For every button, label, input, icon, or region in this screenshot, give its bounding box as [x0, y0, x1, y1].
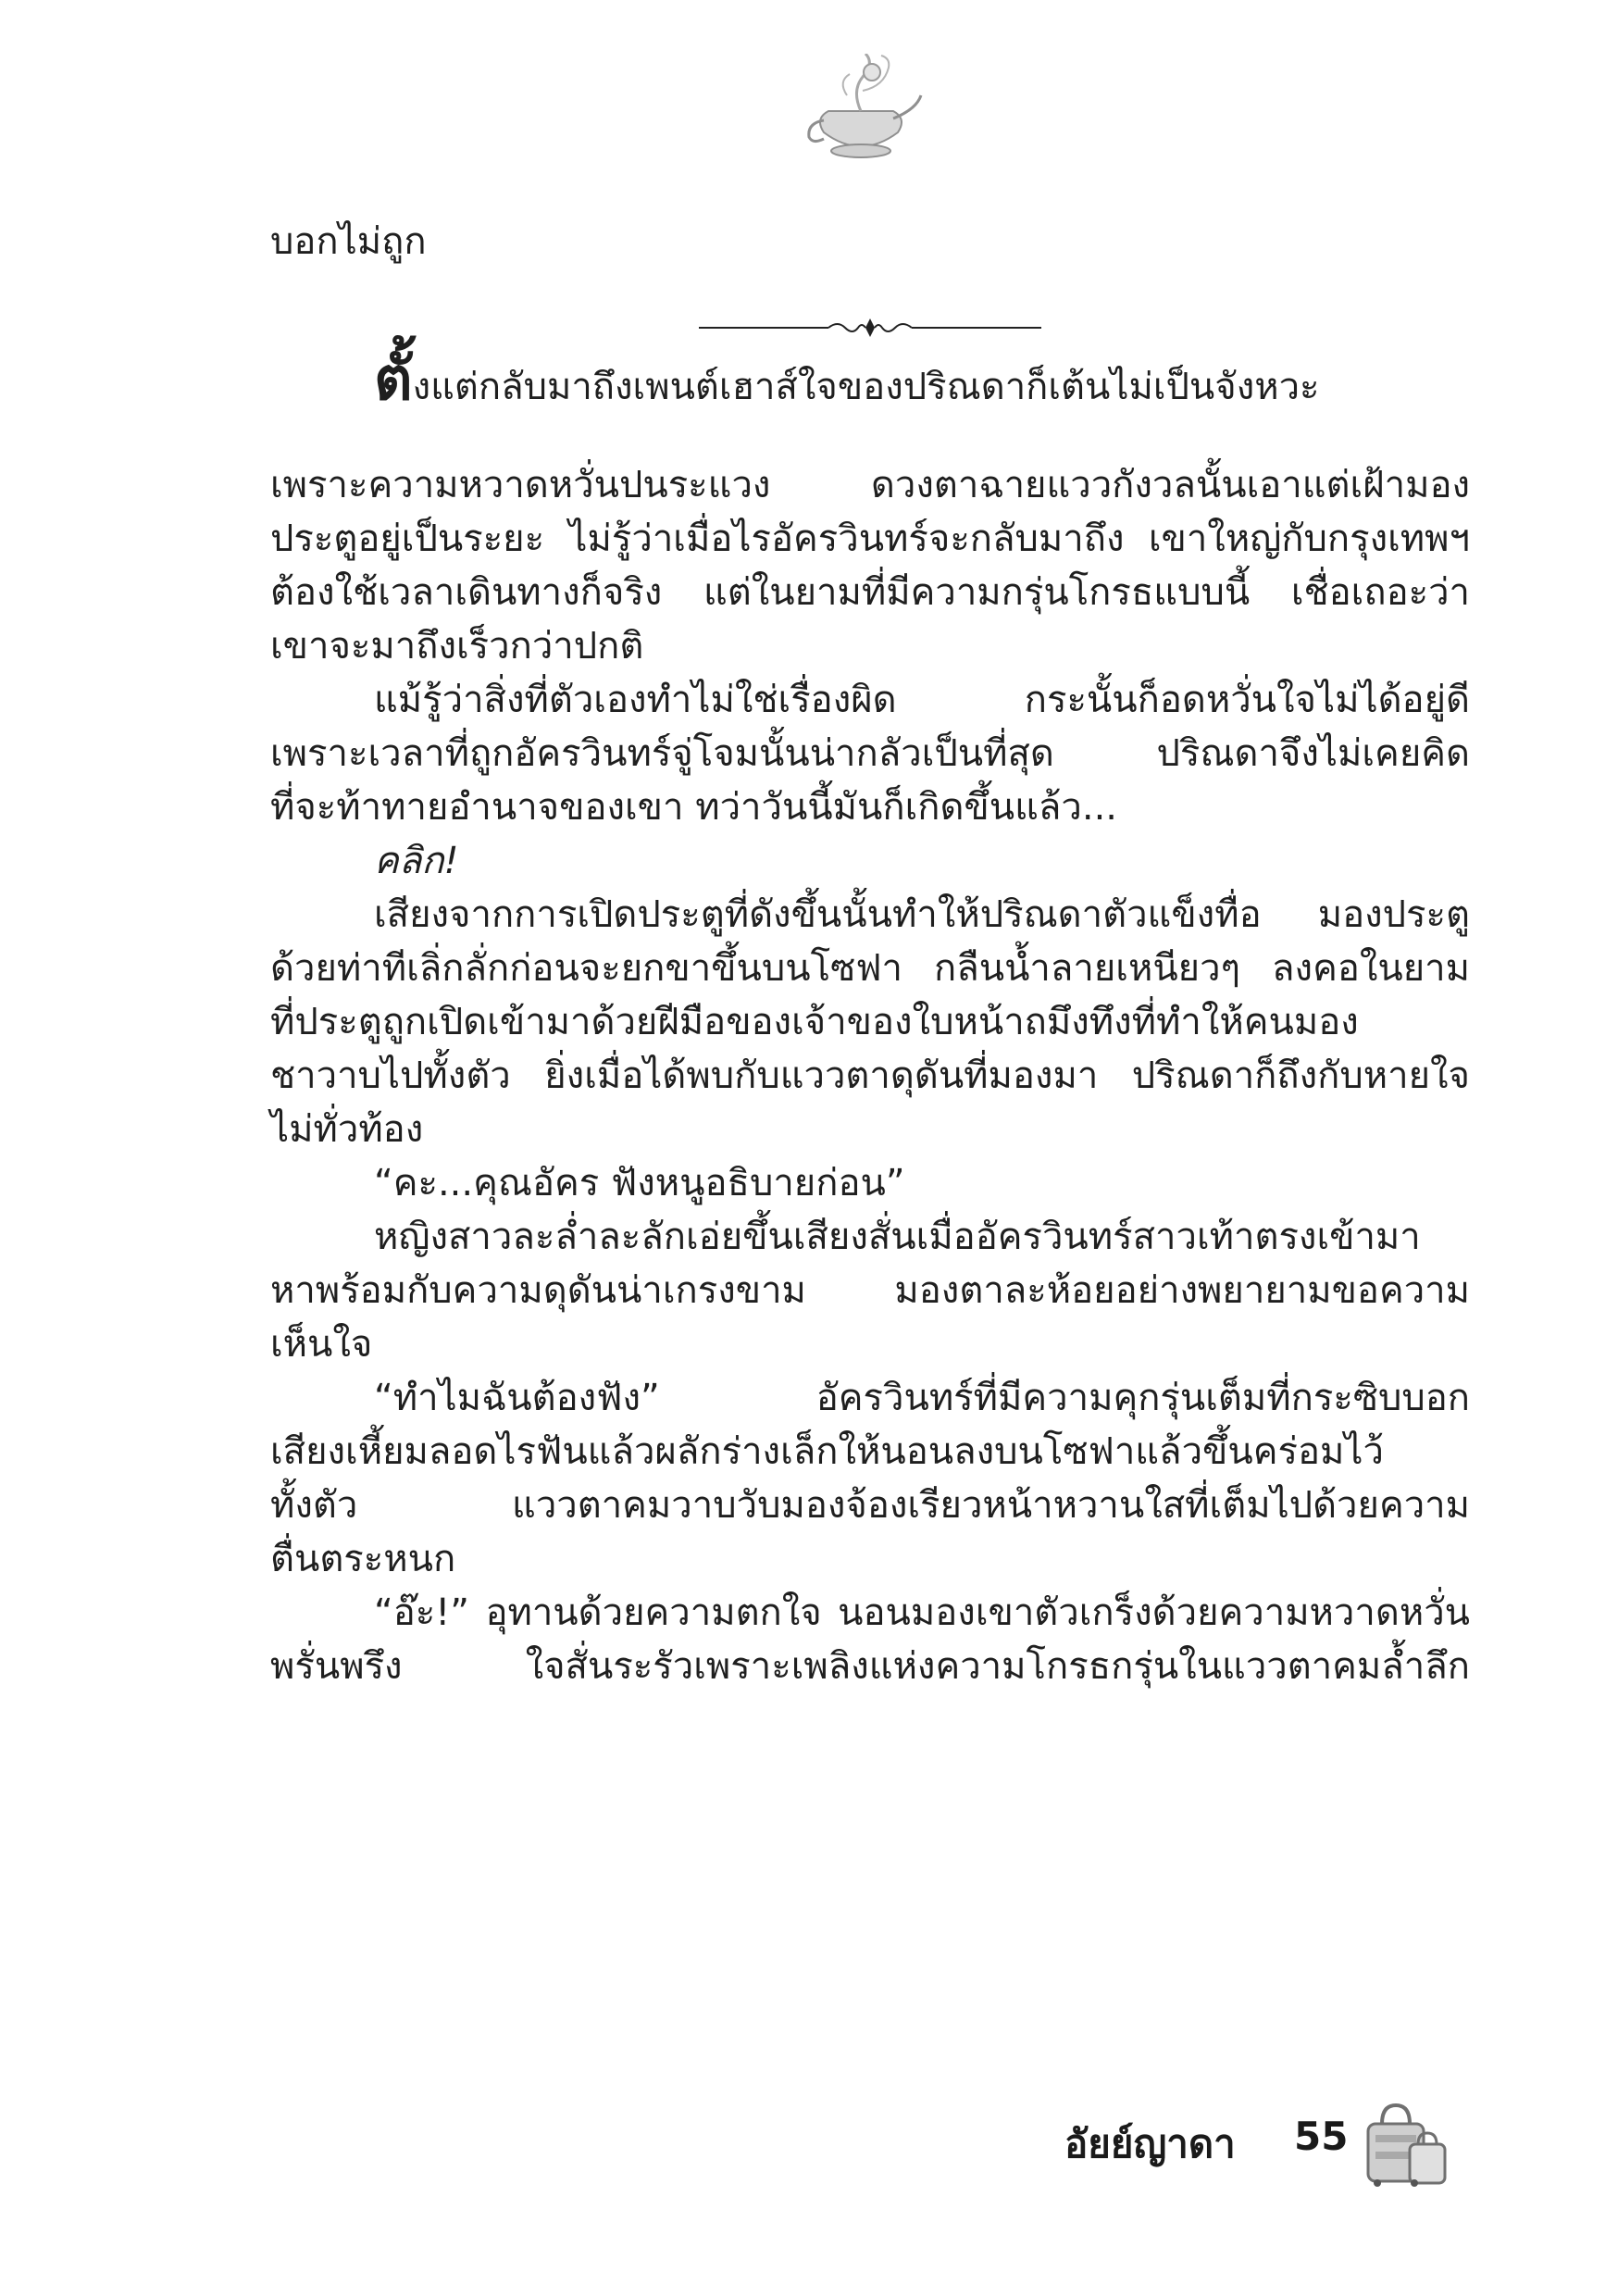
paragraph-line: พรั่นพรึง ใจสั่นระรัวเพราะเพลิงแห่งความโกรธกรุ่นในแววตาคมล้ำลึก — [270, 1645, 1470, 1688]
book-author-title: อัยย์ญาดา — [1064, 2121, 1236, 2166]
dialogue-line: “ทำไมฉันต้องฟัง” อัครวินทร์ที่มีความคุกรุ่นเต็มที่กระซิบบอก — [374, 1377, 1470, 1419]
dialogue-line: “อ๊ะ!” อุทานด้วยความตกใจ นอนมองเขาตัวเกร็งด้วยความหวาดหวั่น — [374, 1591, 1470, 1634]
paragraph-line: ที่ประตูถูกเปิดเข้ามาด้วยฝีมือของเจ้าของใบหน้าถมึงทึงที่ทำให้คนมอง — [270, 1001, 1359, 1043]
paragraph-line: เสียงจากการเปิดประตูที่ดังขึ้นนั้นทำให้ปริณดาตัวแข็งทื่อ มองประตู — [374, 893, 1470, 936]
drop-cap: ตั้ — [374, 345, 413, 414]
page-number: 55 — [1294, 2114, 1349, 2159]
paragraph-line: ทั้งตัว แววตาคมวาบวับมองจ้องเรียวหน้าหวานใสที่เต็มไปด้วยความ — [270, 1484, 1470, 1527]
paragraph-line: แม้รู้ว่าสิ่งที่ตัวเองทำไม่ใช่เรื่องผิด กระนั้นก็อดหวั่นใจไม่ได้อยู่ดี — [374, 679, 1470, 721]
paragraph-line: เพราะความหวาดหวั่นปนระแวง ดวงตาฉายแววกังวลนั้นเอาแต่เฝ้ามอง — [270, 464, 1470, 506]
paragraph-line: ไม่ทั่วท้อง — [270, 1108, 424, 1151]
paragraph-line: เห็นใจ — [270, 1323, 373, 1366]
paragraph-line: ต้องใช้เวลาเดินทางก็จริง แต่ในยามที่มีความกรุ่นโกรธแบบนี้ เชื่อเถอะว่า — [270, 571, 1470, 614]
paragraph-line-text: งแต่กลับมาถึงเพนต์เฮาส์ใจของปริณดาก็เต้นไม่เป็นจังหวะ — [412, 366, 1320, 408]
paragraph-line: เขาจะมาถึงเร็วกว่าปกติ — [270, 625, 644, 668]
paragraph-line: เสียงเหี้ยมลอดไรฟันแล้วผลักร่างเล็กให้นอนลงบนโซฟาแล้วขึ้นคร่อมไว้ — [270, 1430, 1384, 1473]
luggage-icon — [1359, 2087, 1451, 2189]
paragraph-line: หาพร้อมกับความดุดันน่าเกรงขาม มองตาละห้อยอย่างพยายามขอความ — [270, 1269, 1470, 1312]
dialogue-line: “คะ...คุณอัคร ฟังหนูอธิบายก่อน” — [374, 1162, 905, 1204]
paragraph-line: ที่จะท้าทายอำนาจของเขา ทว่าวันนี้มันก็เกิดขึ้นแล้ว... — [270, 786, 1118, 829]
paragraph-line: ชาวาบไปทั้งตัว ยิ่งเมื่อได้พบกับแววตาดุดันที่มองมา ปริณดาก็ถึงกับหายใจ — [270, 1054, 1470, 1097]
genie-lamp-icon — [796, 54, 926, 165]
paragraph-line: บอกไม่ถูก — [270, 220, 427, 263]
flourish-divider — [699, 317, 1041, 339]
paragraph-line: ตื่นตระหนก — [270, 1538, 456, 1580]
paragraph-line-first — [374, 345, 1470, 414]
paragraph-line: หญิงสาวละล่ำละลักเอ่ยขึ้นเสียงสั่นเมื่ออัครวินทร์สาวเท้าตรงเข้ามา — [374, 1216, 1421, 1258]
sound-effect-line: คลิก! — [374, 840, 459, 882]
paragraph-line: ด้วยท่าทีเลิ่กลั่กก่อนจะยกขาขึ้นบนโซฟา กลืนน้ำลายเหนียวๆ ลงคอในยาม — [270, 947, 1470, 990]
paragraph-line: เพราะเวลาที่ถูกอัครวินทร์จู่โจมนั้นน่ากลัวเป็นที่สุด ปริณดาจึงไม่เคยคิด — [270, 732, 1470, 775]
paragraph-line: ประตูอยู่เป็นระยะ ไม่รู้ว่าเมื่อไรอัครวินทร์จะกลับมาถึง เขาใหญ่กับกรุงเทพฯ — [270, 518, 1470, 560]
